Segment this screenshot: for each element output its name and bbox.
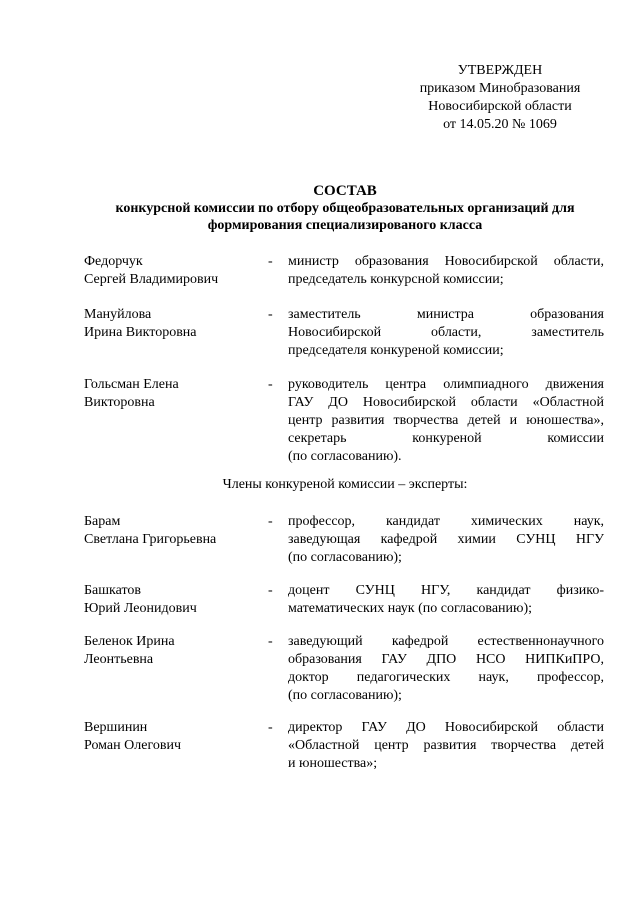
member-role-line: заведующая кафедрой химии СУНЦ НГУ (288, 532, 604, 547)
separator-dash: - (268, 307, 273, 322)
separator-dash: - (268, 634, 273, 649)
member-role-line: и юношества»; (288, 756, 378, 771)
member-name (84, 376, 259, 412)
approval-stamp (400, 62, 600, 134)
member-role-line: секретарь конкуреной комиссии (288, 431, 604, 446)
document-title-block (80, 183, 610, 234)
member-role-line: центр развития творчества детей и юношества», (288, 413, 604, 428)
member-name-line: Вершинин (84, 720, 148, 735)
approval-line: приказом Минобразования (419, 81, 581, 96)
approval-line: Новосибирской области (428, 99, 572, 114)
member-name-line: Гольсман Елена (84, 377, 179, 392)
member-role (288, 253, 604, 289)
member-name (84, 633, 259, 669)
member-role-line: профессор, кандидат химических наук, (288, 514, 604, 529)
separator-dash: - (268, 514, 273, 529)
member-role-line: математических наук (по согласованию); (288, 601, 533, 616)
member-role-line: председатель конкурсной комиссии; (288, 272, 504, 287)
member-role (288, 633, 604, 705)
separator-dash: - (268, 254, 273, 269)
member-role (288, 306, 604, 360)
member-role (288, 582, 604, 618)
member-role-line: председателя конкуреной комиссии; (288, 343, 504, 358)
member-name-line: Башкатов (84, 583, 142, 598)
approval-line: УТВЕРЖДЕН (457, 63, 543, 78)
approval-line: от 14.05.20 № 1069 (443, 117, 557, 132)
member-role-line: министр образования Новосибирской области, (288, 254, 604, 269)
separator-dash: - (268, 720, 273, 735)
member-role-line: Новосибирской области, заместитель (288, 325, 604, 340)
member-name-line: Сергей Владимирович (84, 272, 219, 287)
member-name-line: Ирина Викторовна (84, 325, 197, 340)
document-title: СОСТАВ (313, 183, 377, 199)
document-subtitle-line: формирования специализированого класса (207, 218, 483, 233)
member-name (84, 582, 259, 618)
member-role (288, 513, 604, 567)
separator-dash: - (268, 583, 273, 598)
member-role-line: (по согласованию). (288, 449, 402, 464)
member-role-line: доцент СУНЦ НГУ, кандидат физико- (288, 583, 604, 598)
member-role-line: (по согласованию); (288, 550, 402, 565)
member-role-line: доктор педагогических наук, профессор, (288, 670, 604, 685)
member-role-line: заведующий кафедрой естественнонаучного (288, 634, 604, 649)
member-role-line: (по согласованию); (288, 688, 402, 703)
member-name-line: Федорчук (84, 254, 143, 269)
member-role-line: директор ГАУ ДО Новосибирской области (288, 720, 604, 735)
member-name-line: Леонтьевна (84, 652, 154, 667)
members-heading: Члены конкуреной комиссии – эксперты: (222, 477, 468, 492)
member-role (288, 719, 604, 773)
member-name-line: Викторовна (84, 395, 155, 410)
member-role-line: руководитель центра олимпиадного движения (288, 377, 604, 392)
member-name-line: Барам (84, 514, 121, 529)
member-name (84, 306, 259, 342)
member-name-line: Роман Олегович (84, 738, 181, 753)
member-name (84, 719, 259, 755)
member-name (84, 253, 259, 289)
document-subtitle-line: конкурсной комиссии по отбору общеобразовательных организаций для (115, 201, 575, 216)
member-role-line: заместитель министра образования (288, 307, 604, 322)
member-role-line: «Областной центр развития творчества детей (288, 738, 604, 753)
member-role (288, 376, 604, 466)
member-name-line: Мануйлова (84, 307, 152, 322)
member-role-line: ГАУ ДО Новосибирской области «Областной (288, 395, 604, 410)
member-name-line: Светлана Григорьевна (84, 532, 217, 547)
separator-dash: - (268, 377, 273, 392)
member-role-line: образования ГАУ ДПО НСО НИПКиПРО, (288, 652, 604, 667)
member-name (84, 513, 259, 549)
member-name-line: Беленок Ирина (84, 634, 175, 649)
member-name-line: Юрий Леонидович (84, 601, 197, 616)
